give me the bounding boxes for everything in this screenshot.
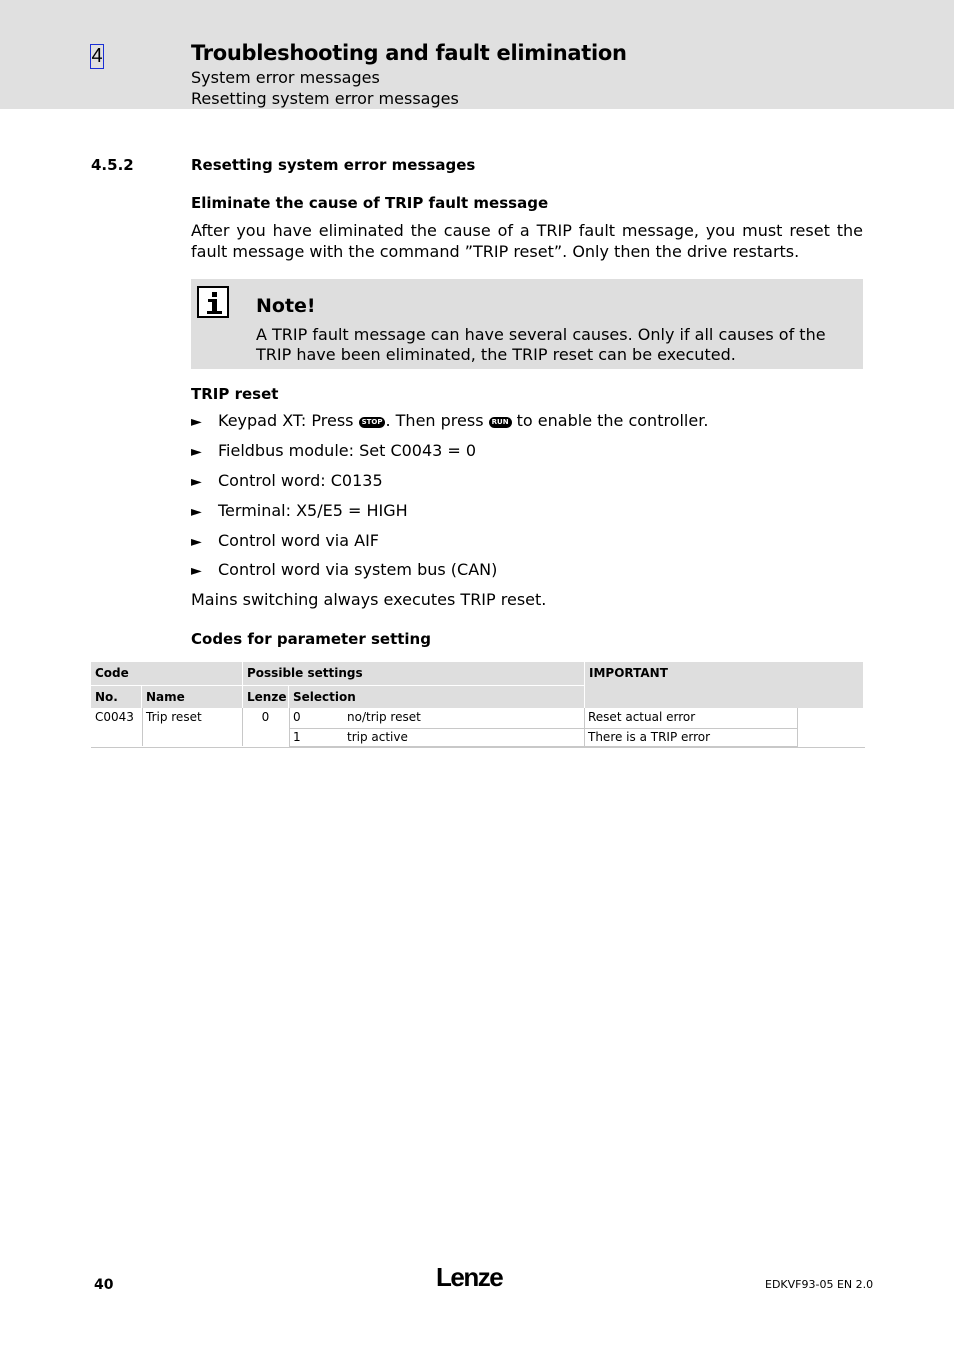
info-icon [197, 286, 229, 318]
table-divider [242, 708, 243, 746]
bullet-arrow-icon: ► [191, 444, 202, 460]
list-item-text: Control word via system bus (CAN) [218, 560, 498, 579]
cell-lenze: 0 [243, 709, 288, 727]
table-divider [289, 708, 290, 746]
eliminate-heading: Eliminate the cause of TRIP fault message [191, 194, 549, 212]
table-bottom-rule [91, 747, 865, 748]
th-name: Name [142, 686, 242, 708]
list-item [191, 471, 383, 490]
list-item-text: Terminal: X5/E5 = HIGH [218, 501, 408, 520]
bullet-arrow-icon: ► [191, 474, 202, 490]
list-item [191, 411, 708, 430]
codes-heading: Codes for parameter setting [191, 630, 431, 648]
header-subtitle-2: Resetting system error messages [191, 89, 459, 108]
chapter-number[interactable]: 4 [91, 45, 103, 67]
table-divider [797, 708, 798, 746]
cell-selection-label: trip active [343, 729, 583, 747]
keypad-text-3: to enable the controller. [511, 411, 709, 430]
th-no: No. [91, 686, 141, 708]
list-item [191, 560, 497, 579]
eliminate-paragraph: After you have eliminated the cause of a TRIP fault message, you must reset the fault message with the command ”TRIP reset”. Only then the drive restarts. [191, 221, 863, 261]
codes-table [91, 662, 865, 748]
cell-important: Reset actual error [584, 709, 797, 727]
list-item [191, 531, 379, 550]
bullet-arrow-icon: ► [191, 504, 202, 520]
table-divider [142, 708, 143, 746]
trip-reset-heading: TRIP reset [191, 385, 279, 403]
list-item [191, 501, 408, 520]
header-subtitle-1: System error messages [191, 68, 380, 87]
keypad-text-1: Keypad XT: Press [218, 411, 359, 430]
list-item-text: Fieldbus module: Set C0043 = 0 [218, 441, 477, 460]
cell-selection-value: 0 [289, 709, 344, 727]
list-item-text: Control word via AIF [218, 531, 380, 550]
table-divider [289, 728, 798, 729]
cell-selection-label: no/trip reset [343, 709, 583, 727]
bullet-arrow-icon: ► [191, 534, 202, 550]
mains-note: Mains switching always executes TRIP reset. [191, 590, 547, 609]
keypad-text-2: . Then press [385, 411, 489, 430]
th-important: IMPORTANT [585, 662, 863, 708]
table-divider [584, 708, 585, 746]
cell-important: There is a TRIP error [584, 729, 797, 747]
note-text: A TRIP fault message can have several causes. Only if all causes of the TRIP have been eliminated, the TRIP reset can be executed. [256, 325, 826, 364]
th-possible-settings: Possible settings [243, 662, 584, 685]
section-number: 4.5.2 [91, 156, 134, 174]
page-number: 40 [94, 1277, 114, 1293]
cell-no: C0043 [91, 709, 141, 727]
th-selection: Selection [289, 686, 584, 708]
chapter-title: Troubleshooting and fault elimination [191, 41, 627, 65]
list-item-text: Control word: C0135 [218, 471, 383, 490]
cell-selection-value: 1 [289, 729, 344, 747]
bullet-arrow-icon: ► [191, 414, 202, 430]
stop-key-icon: STOP [359, 417, 386, 428]
section-title: Resetting system error messages [191, 156, 476, 174]
bullet-arrow-icon: ► [191, 563, 202, 579]
th-code: Code [91, 662, 242, 685]
note-title: Note! [256, 295, 316, 317]
list-item [191, 441, 476, 460]
run-key-icon: RUN [489, 417, 512, 428]
cell-name: Trip reset [142, 709, 242, 727]
lenze-logo: Lenze [436, 1262, 503, 1292]
document-reference: EDKVF93-05 EN 2.0 [765, 1278, 874, 1291]
note-box [191, 279, 863, 369]
th-lenze: Lenze [243, 686, 288, 708]
